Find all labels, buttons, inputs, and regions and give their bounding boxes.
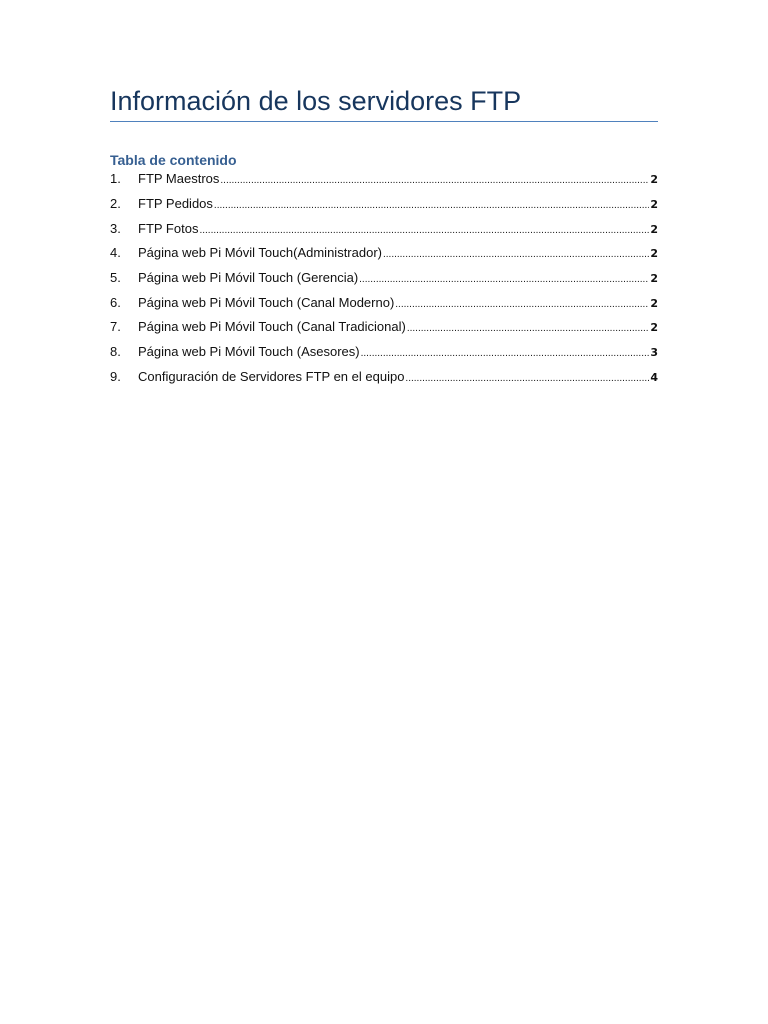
toc-entry-number: 9.: [110, 368, 121, 384]
toc-heading: Tabla de contenido: [110, 152, 237, 168]
toc-entry-number: 5.: [110, 270, 121, 286]
toc-entry-text[interactable]: Página web Pi Móvil Touch(Administrador): [138, 245, 382, 261]
toc-entry-number: 7.: [110, 319, 121, 335]
toc-entry-page[interactable]: 2: [650, 222, 658, 236]
toc-entry[interactable]: [110, 221, 658, 246]
toc-entry-page[interactable]: 2: [650, 173, 658, 186]
toc-entry-text[interactable]: Página web Pi Móvil Touch (Canal Moderno): [138, 294, 395, 310]
toc-entry-page[interactable]: 3: [650, 346, 658, 360]
toc-dot-leader: [361, 346, 650, 361]
toc-list: [110, 171, 658, 394]
toc-entry-text[interactable]: FTP Pedidos: [138, 196, 213, 211]
document-title: Información de los servidores FTP: [110, 84, 658, 122]
toc-entry[interactable]: [110, 245, 658, 270]
toc-entry-page[interactable]: 2: [650, 321, 658, 335]
toc-entry[interactable]: [110, 344, 658, 369]
toc-entry-number: 3.: [110, 220, 121, 236]
toc-entry-text[interactable]: Página web Pi Móvil Touch (Canal Tradicional): [138, 319, 406, 335]
toc-entry[interactable]: [110, 196, 658, 221]
toc-entry-page[interactable]: 2: [650, 247, 658, 261]
toc-entry[interactable]: [110, 319, 658, 344]
toc-entry-number: 1.: [110, 171, 121, 186]
toc-entry[interactable]: [110, 171, 658, 196]
toc-entry-number: 6.: [110, 294, 121, 310]
toc-entry-page[interactable]: 2: [650, 198, 658, 211]
toc-entry-text[interactable]: FTP Maestros: [138, 171, 220, 186]
document-page: [110, 84, 658, 394]
toc-dot-leader: [395, 297, 649, 312]
toc-entry-number: 4.: [110, 245, 121, 261]
toc-entry-number: 2.: [110, 196, 121, 211]
toc-entry-text[interactable]: Configuración de Servidores FTP en el equipo: [138, 368, 405, 384]
toc-entry-page[interactable]: 2: [650, 296, 658, 310]
toc-dot-leader: [199, 223, 649, 238]
toc-dot-leader: [359, 272, 649, 287]
toc-dot-leader: [405, 371, 649, 386]
toc-entry[interactable]: [110, 295, 658, 320]
toc-entry-page[interactable]: 4: [650, 370, 658, 384]
toc-entry-text[interactable]: Página web Pi Móvil Touch (Asesores): [138, 344, 360, 360]
toc-entry[interactable]: [110, 270, 658, 295]
toc-dot-leader: [407, 321, 650, 336]
toc-dot-leader: [214, 198, 649, 213]
toc-entry-text[interactable]: FTP Fotos: [138, 220, 199, 236]
toc-dot-leader: [220, 173, 649, 188]
toc-entry-number: 8.: [110, 344, 121, 360]
toc-dot-leader: [383, 247, 649, 262]
toc-entry[interactable]: [110, 369, 658, 394]
toc-entry-page[interactable]: 2: [650, 272, 658, 286]
toc-entry-text[interactable]: Página web Pi Móvil Touch (Gerencia): [138, 270, 359, 286]
